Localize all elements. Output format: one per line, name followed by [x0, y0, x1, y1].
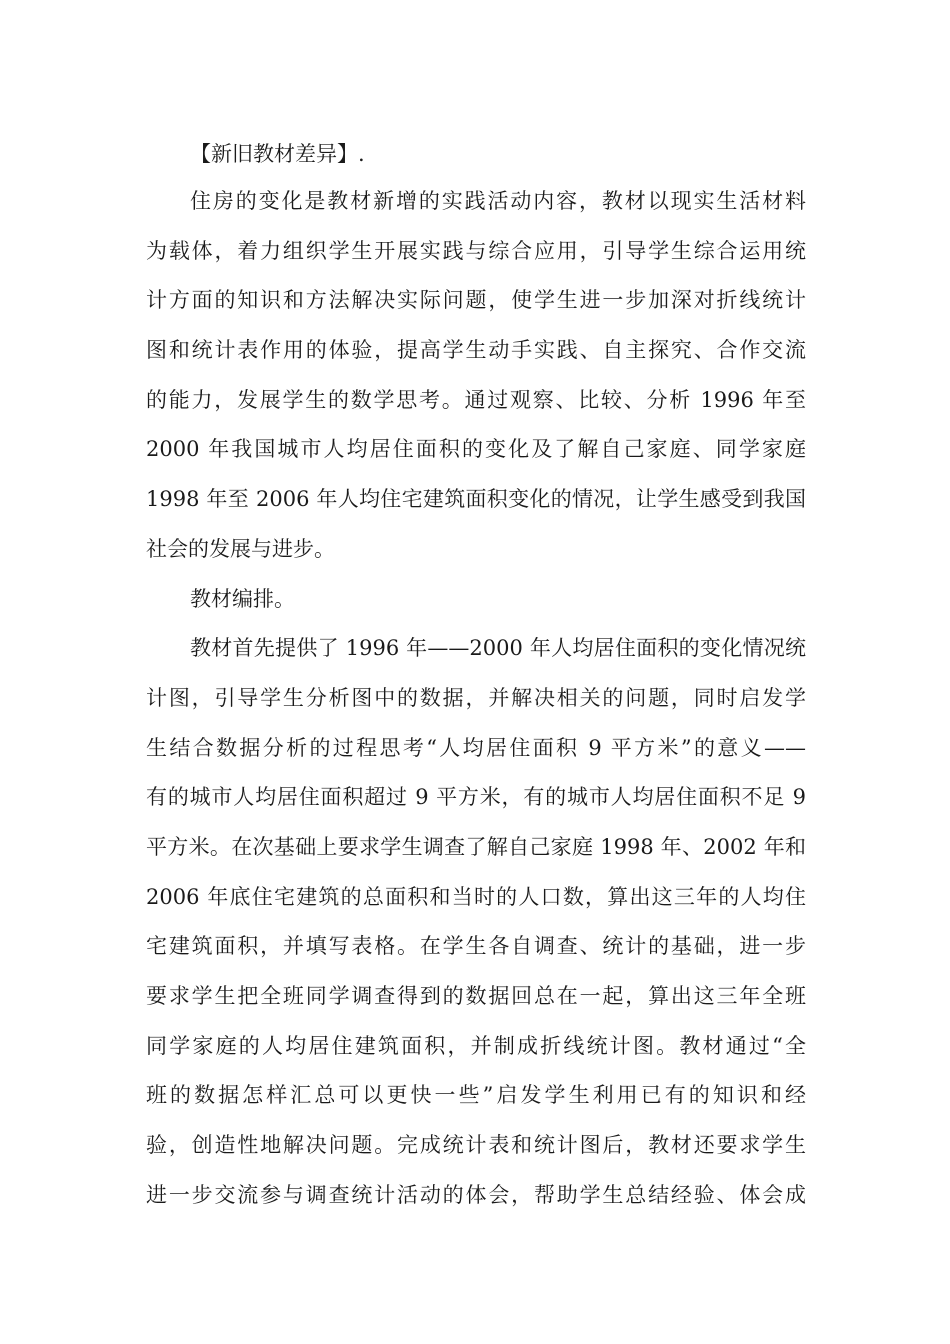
paragraph-line: 班的数据怎样汇总可以更快一些”启发学生利用已有的知识和经 [146, 1083, 806, 1107]
paragraph-line: 2006 年底住宅建筑的总面积和当时的人口数，算出这三年的人均住 [146, 885, 806, 909]
paragraph-line: 进一步交流参与调查统计活动的体会，帮助学生总结经验、体会成 [146, 1183, 806, 1207]
section-heading: 【新旧教材差异】. [190, 142, 365, 166]
section-subheading: 教材编排。 [190, 587, 295, 611]
paragraph-line: 同学家庭的人均居住建筑面积，并制成折线统计图。教材通过“全 [146, 1034, 806, 1058]
paragraph-line: 平方米。在次基础上要求学生调查了解自己家庭 1998 年、2002 年和 [146, 835, 806, 859]
paragraph-line: 社会的发展与进步。 [146, 537, 335, 561]
paragraph-line: 为载体，着力组织学生开展实践与综合应用，引导学生综合运用统 [146, 239, 806, 263]
paragraph-line: 生结合数据分析的过程思考“人均居住面积 9 平方米”的意义—— [146, 736, 806, 760]
paragraph-line: 2000 年我国城市人均居住面积的变化及了解自己家庭、同学家庭 [146, 437, 806, 461]
paragraph-line: 有的城市人均居住面积超过 9 平方米，有的城市人均居住面积不足 9 [146, 785, 806, 809]
paragraph-line: 宅建筑面积，并填写表格。在学生各自调查、统计的基础，进一步 [146, 934, 806, 958]
paragraph-line: 要求学生把全班同学调查得到的数据回总在一起，算出这三年全班 [146, 984, 806, 1008]
paragraph-line: 教材首先提供了 1996 年——2000 年人均居住面积的变化情况统 [190, 636, 806, 660]
paragraph-line: 1998 年至 2006 年人均住宅建筑面积变化的情况，让学生感受到我国 [146, 487, 806, 511]
paragraph-line: 住房的变化是教材新增的实践活动内容，教材以现实生活材料 [190, 189, 806, 213]
paragraph-line: 图和统计表作用的体验，提高学生动手实践、自主探究、合作交流 [146, 338, 806, 362]
paragraph-line: 计图，引导学生分析图中的数据，并解决相关的问题，同时启发学 [146, 686, 806, 710]
paragraph-line: 计方面的知识和方法解决实际问题，使学生进一步加深对折线统计 [146, 288, 806, 312]
paragraph-line: 验，创造性地解决问题。完成统计表和统计图后，教材还要求学生 [146, 1133, 806, 1157]
paragraph-line: 的能力，发展学生的数学思考。通过观察、比较、分析 1996 年至 [146, 388, 806, 412]
